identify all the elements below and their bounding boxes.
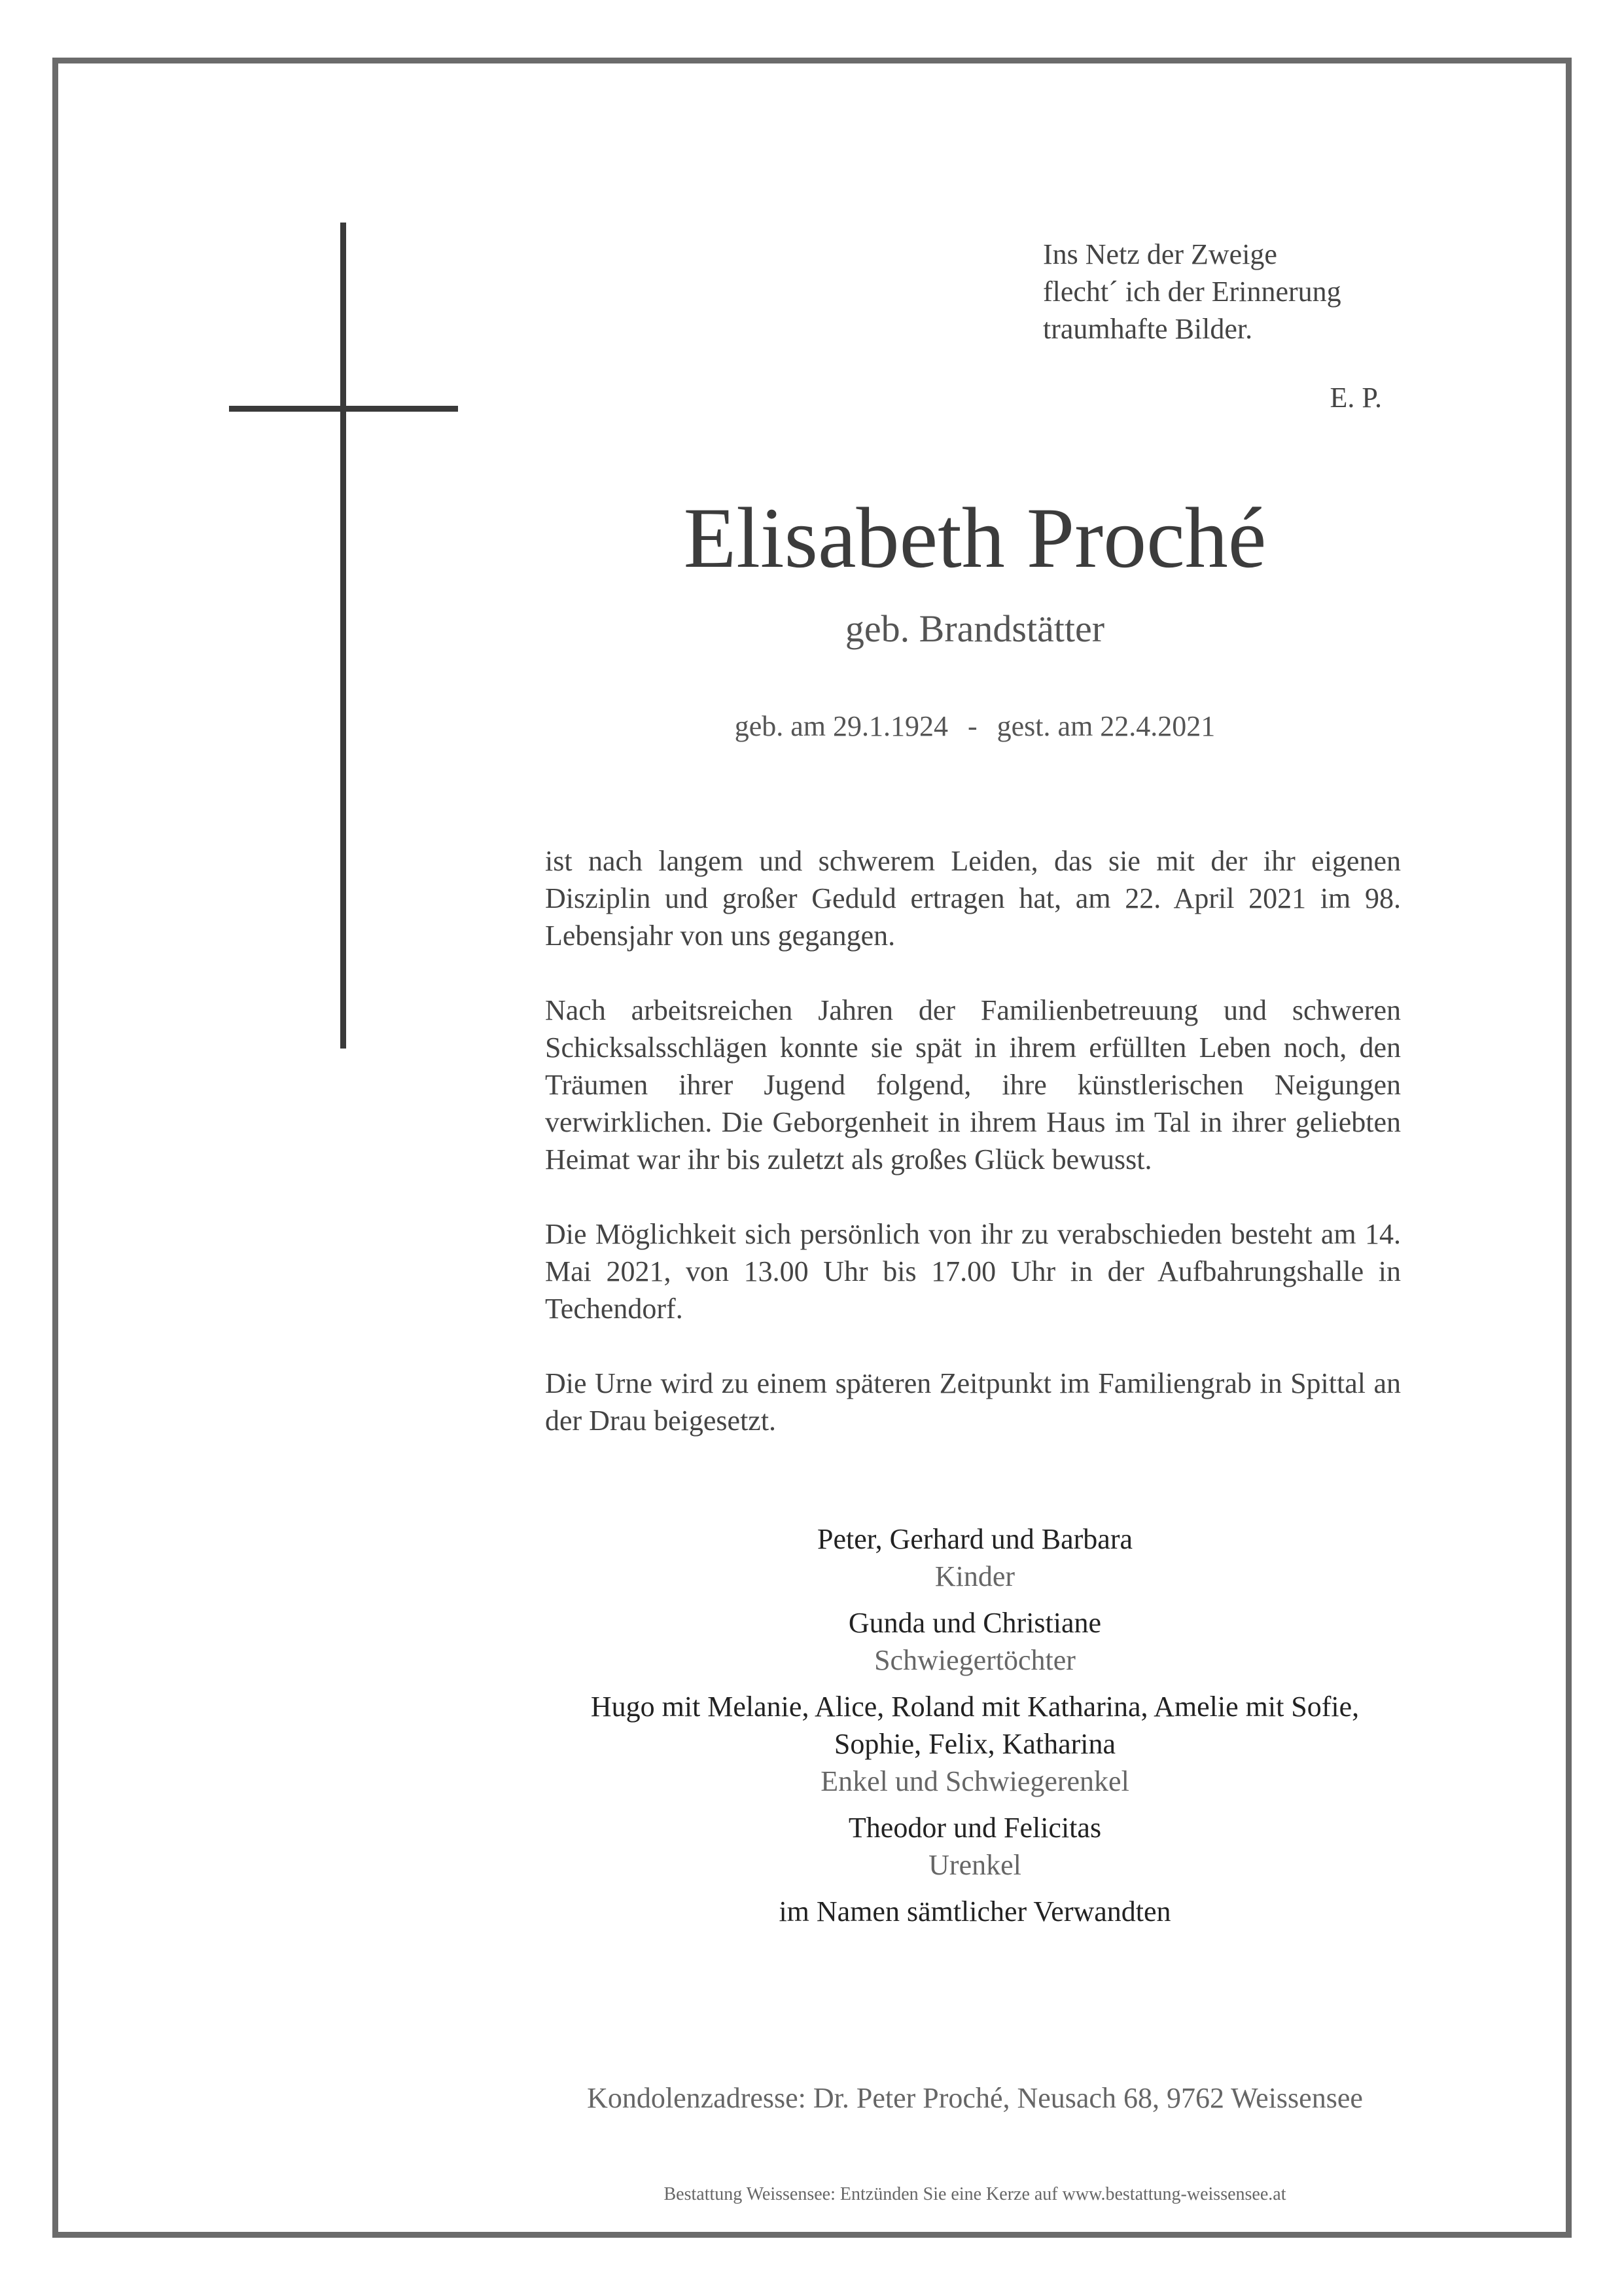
poem-line: flecht´ ich der Erinnerung: [1043, 276, 1341, 308]
mourner-names: Gunda und Christiane: [848, 1607, 1102, 1639]
cross-horizontal-bar: [229, 406, 458, 412]
poem: [1043, 236, 1409, 348]
poem-line: Ins Netz der Zweige: [1043, 238, 1277, 270]
obituary-paragraph: Die Möglichkeit sich persönlich von ihr zu verabschieden besteht am 14. Mai 2021, von 13.00 Uhr bis 17.00 Uhr in der Aufbahrungshalle in Techendorf.: [545, 1218, 1401, 1325]
maiden-name: geb. Brandstätter: [845, 607, 1105, 650]
mourners-list: [543, 1520, 1407, 1930]
date-separator: -: [968, 710, 978, 742]
birth-date: geb. am 29.1.1924: [734, 710, 948, 742]
cross-vertical-bar: [340, 223, 346, 1049]
mourner-names: Sophie, Felix, Katharina: [834, 1728, 1116, 1760]
obituary-paragraph: Die Urne wird zu einem späteren Zeitpunkt im Familiengrab in Spittal an der Drau beigesetzt.: [545, 1367, 1401, 1437]
deceased-name: Elisabeth Proché: [683, 490, 1267, 586]
closing-line: im Namen sämtlicher Verwandten: [779, 1895, 1171, 1928]
mourner-names: Theodor und Felicitas: [848, 1812, 1102, 1844]
life-dates: [543, 708, 1407, 745]
mourner-names: Peter, Gerhard und Barbara: [817, 1523, 1133, 1555]
mourner-role: Urenkel: [928, 1849, 1021, 1881]
condolence-address: Kondolenzadresse: Dr. Peter Proché, Neusach 68, 9762 Weissensee: [587, 2082, 1363, 2114]
mourner-role: Kinder: [934, 1560, 1015, 1592]
death-date: gest. am 22.4.2021: [997, 710, 1216, 742]
obituary-text: [545, 842, 1401, 1477]
mourner-role: Schwiegertöchter: [874, 1644, 1076, 1676]
obituary-paragraph: ist nach langem und schwerem Leiden, das sie mit der ihr eigenen Disziplin und großer Geduld ertragen hat, am 22. April 2021 im 98. Lebensjahr von uns gegangen.: [545, 845, 1401, 952]
mourner-role: Enkel und Schwiegerenkel: [821, 1765, 1129, 1797]
poem-line: traumhafte Bilder.: [1043, 313, 1253, 345]
poem-author: E. P.: [1330, 382, 1382, 414]
footer-note: Bestattung Weissensee: Entzünden Sie eine Kerze auf www.bestattung-weissensee.at: [663, 2184, 1286, 2204]
mourner-names: Hugo mit Melanie, Alice, Roland mit Katharina, Amelie mit Sofie,: [590, 1691, 1360, 1723]
obituary-paragraph: Nach arbeitsreichen Jahren der Familienbetreuung und schweren Schicksalsschlägen konnte sie spät in ihrem erfüllten Leben noch, den Träumen ihrer Jugend folgend, ihre künstlerischen Neigungen verwirklichen. Die Geborgenheit in ihrem Haus im Tal in ihrer geliebten Heimat war ihr bis zuletzt als großes Glück bewusst.: [545, 994, 1401, 1175]
